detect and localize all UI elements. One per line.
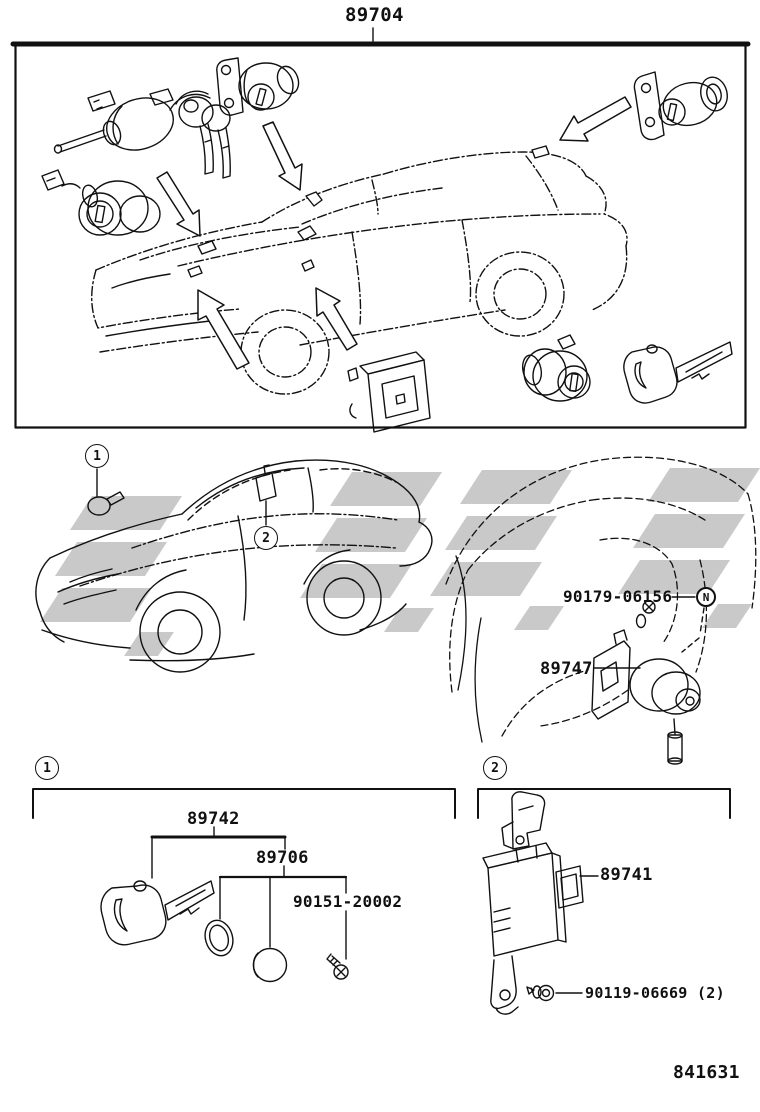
master-key-89742-drawing [101, 881, 214, 945]
key-cylinder-bracket-drawing [217, 58, 302, 115]
page-code: 841631 [673, 1062, 740, 1083]
o-ring-drawing [201, 917, 237, 959]
nut-marker-symbol: N [696, 587, 716, 607]
section1-bracket-lines [33, 789, 455, 959]
section2-callout: 2 [483, 756, 507, 780]
key-lock-buzzer-drawing [592, 601, 700, 764]
overview-box [13, 28, 748, 428]
bolt-90119-drawing [527, 986, 554, 1001]
rear-door-lock-cylinder-drawing [520, 335, 590, 401]
key-part-number: 89742 [187, 809, 240, 829]
vehicle-callout-1: 1 [85, 444, 109, 468]
control-module-89741-drawing [483, 792, 583, 1014]
buzzer-part-number: 89747 [540, 659, 593, 679]
nut-part-number: 90179-06156 [563, 587, 673, 606]
glovebox-lock-drawing [348, 352, 430, 432]
bolt-part-number: 90119-06669 (2) [585, 984, 725, 1002]
section1-callout: 1 [35, 756, 59, 780]
module-part-number: 89741 [600, 865, 653, 885]
trunk-lock-cylinder-drawing [634, 72, 730, 140]
ignition-lock-assembly-drawing [55, 89, 231, 178]
screw-part-number: 90151-20002 [293, 892, 403, 911]
door-lock-cylinder-upper-drawing [42, 170, 160, 235]
watermark-logo [40, 468, 760, 656]
assembly-part-number: 89704 [345, 4, 404, 26]
lock-location-tabs [188, 146, 549, 277]
cylinder-set-part-number: 89706 [256, 848, 309, 868]
blank-cap-drawing [254, 949, 287, 982]
vehicle-callout-2: 2 [254, 526, 278, 550]
master-key-drawing [624, 342, 732, 403]
screw-90151-drawing [327, 954, 348, 979]
